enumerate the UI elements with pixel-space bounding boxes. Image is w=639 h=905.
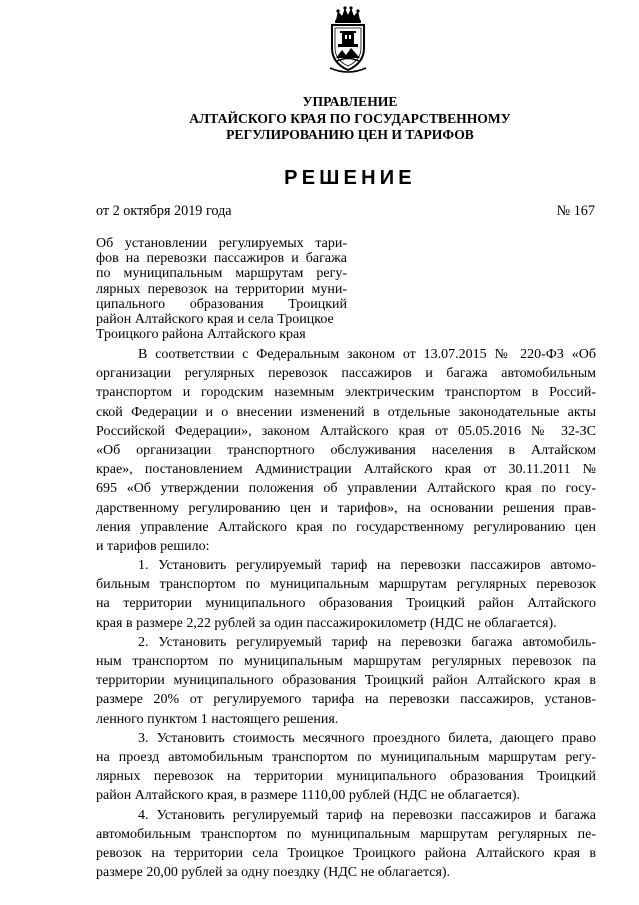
subject-line: лярных перевозок на территории муни- (96, 281, 347, 297)
clause-4-line: 4. Установить регулируемый тариф на перевозки пассажиров и багажа (138, 807, 596, 823)
subject-line: по муниципальным маршрутам регу- (96, 266, 347, 282)
clause-2-line: 2. Установить регулируемый тариф на перевозки багажа автомобиль- (138, 634, 596, 650)
clause-1-line: на территории муниципального образования Троицкий район Алтайского (96, 596, 596, 612)
body-line: и тарифов решило: (96, 538, 210, 554)
clause-1-line: 1. Установить регулируемый тариф на перевозки пассажиров автомо- (138, 558, 596, 574)
subject-line: ципального образования Троицкий (96, 296, 347, 312)
clause-1-line: бильным транспортом по муниципальным маршрутам регулярных перевозок (96, 577, 596, 593)
body-line: «Об организации транспортного обслуживания населения в Алтайском (96, 442, 596, 458)
subject-line: Об установлении регулируемых тари- (96, 236, 347, 251)
org-line-2: АЛТАЙСКОГО КРАЯ ПО ГОСУДАРСТВЕННОМУ (189, 110, 511, 126)
decision-body (96, 345, 596, 882)
clause-4-line: ревозок на территории села Троицкое Троицкого района Алтайского края в (96, 845, 596, 861)
organization-name (60, 94, 639, 144)
subject-line: Троицкого района Алтайского края (96, 327, 306, 343)
body-line: транспортом и городским наземным электрическим транспортом в Россий- (96, 385, 596, 401)
body-line: ской Федерации и о внесении изменений в отдельные законодательные акты (96, 404, 596, 420)
body-line: Российской Федерации», законом Алтайского края от 05.05.2016 № 32-ЗС (96, 423, 596, 439)
body-line: организации регулярных перевозок пассажиров и багажа автомобильным (96, 366, 596, 382)
clause-3-line: 3. Установить стоимость месячного проездного билета, дающего право (138, 730, 596, 746)
clause-3-line: район Алтайского края, в размере 1110,00 рублей (НДС не облагается). (96, 788, 521, 804)
clause-2-line: территории муниципального образования Троицкий район Алтайского края в (96, 673, 596, 689)
body-line: ления управление Алтайского края по государственному регулированию цен (96, 519, 596, 535)
clause-3-line: на проезд автомобильным транспортом по муниципальным маршрутам регу- (96, 749, 596, 765)
decision-subject (96, 236, 347, 342)
org-line-3: РЕГУЛИРОВАНИЮ ЦЕН И ТАРИФОВ (226, 127, 474, 142)
clause-1-line: края в размере 2,22 рублей за один пассажирокилометр (НДС не облагается). (96, 615, 557, 631)
clause-4-line: размере 20,00 рублей за одну поездку (НДС не облагается). (96, 865, 451, 881)
decision-date: от 2 октября 2019 года (96, 203, 232, 219)
body-line: дарственному регулированию цен и тарифов», на основании решения прав- (96, 500, 596, 516)
decision-number: № 167 (556, 203, 595, 219)
subject-line: район Алтайского края и села Троицкое (96, 311, 334, 327)
clause-3-line: лярных перевозок на территории муниципального образования Троицкий (96, 769, 596, 785)
subject-line: фов на перевозки пассажиров и багажа (96, 251, 347, 267)
body-line: 695 «Об утверждении положения об управлении Алтайского края по госу- (96, 481, 596, 497)
body-line: крае», постановлением Администрации Алтайского края от 30.11.2011 № (96, 462, 596, 478)
document-type-heading: РЕШЕНИЕ (284, 167, 416, 189)
altai-coat-of-arms-icon (324, 6, 372, 76)
clause-2-line: размере 20% от регулируемого тарифа на перевозки пассажиров, установ- (96, 692, 596, 708)
clause-2-line: ленного пунктом 1 настоящего решения. (96, 711, 339, 727)
clause-4-line: автомобильным транспортом по муниципальным маршрутам регулярных пе- (96, 826, 596, 842)
clause-2-line: ным транспортом по муниципальным маршрутам регулярных перевозок па (96, 654, 596, 669)
org-line-1: УПРАВЛЕНИЕ (302, 94, 398, 109)
body-line: В соответствии с Федеральным законом от 13.07.2015 № 220-ФЗ «Об (138, 347, 596, 362)
